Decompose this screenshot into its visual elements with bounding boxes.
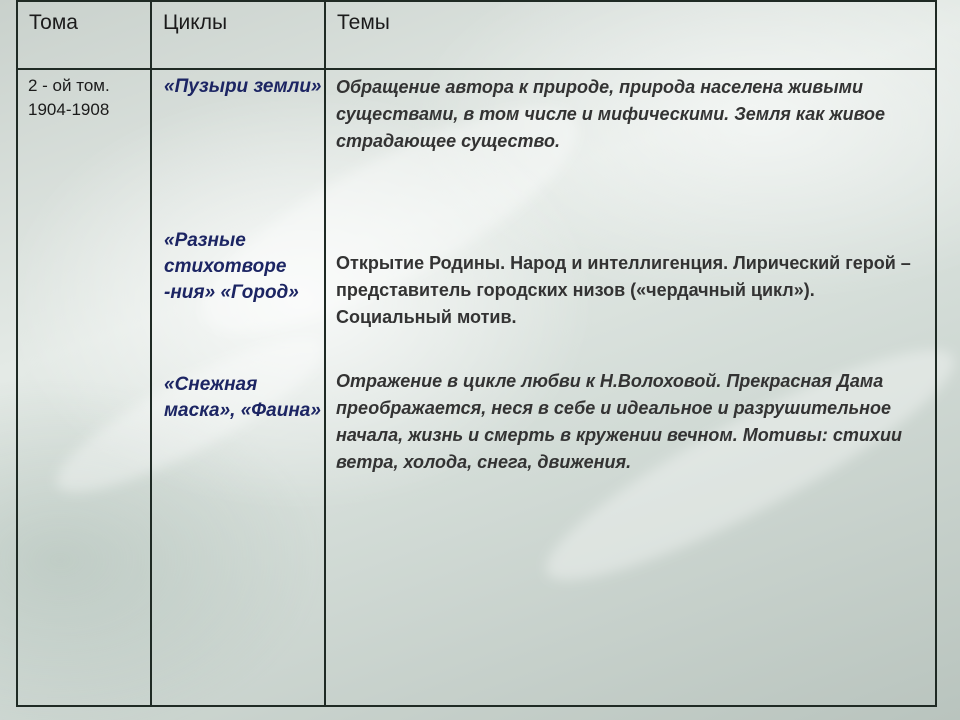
cycle-item: «Снежная маска», «Фаина»: [164, 374, 321, 421]
cycle-item: «Разные стихотворе -ния» «Город»: [164, 230, 299, 303]
volume-label: 2 - ой том.: [28, 76, 110, 95]
header-themes: Темы: [325, 1, 936, 69]
cycle-item: «Пузыри земли»: [164, 76, 322, 97]
cycles-cell: [151, 69, 325, 706]
volume-cell: [17, 69, 151, 706]
table-header-row: [17, 1, 936, 69]
themes-cell: [325, 69, 936, 706]
theme-item: Обращение автора к природе, природа населена живыми существами, в том числе и мифическими. Земля как живое страдающее существо.: [336, 77, 886, 151]
cycles-table: [16, 0, 937, 707]
volume-years: 1904-1908: [28, 100, 110, 119]
header-cycles: Циклы: [151, 1, 325, 69]
table-row: [17, 69, 936, 706]
theme-item: Открытие Родины. Народ и интеллигенция. Лирический герой – представитель городских низов («чердачный цикл»). Социальный мотив.: [336, 253, 911, 327]
theme-item: Отражение в цикле любви к Н.Волоховой. Прекрасная Дама преображается, неся в себе и идеальное и разрушительное начала, жизнь и смерть в кружении вечном. Мотивы: стихии ветра, холода, снега, движения.: [336, 371, 902, 472]
header-volumes: Тома: [17, 1, 151, 69]
